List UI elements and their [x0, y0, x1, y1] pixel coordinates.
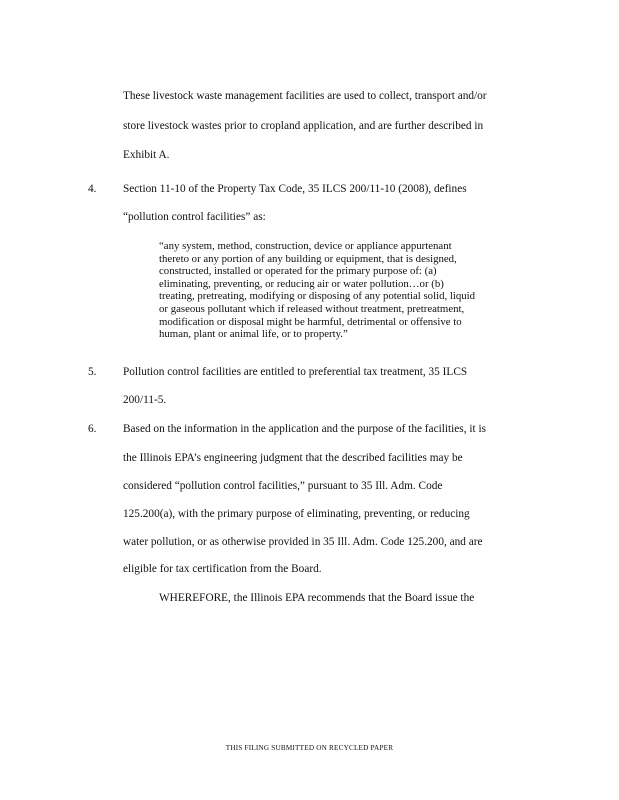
quote-line-5: treating, pretreating, modifying or disposing of any potential solid, liquid — [159, 290, 476, 303]
para6-number: 6. — [88, 423, 97, 435]
para4-line-1: Section 11-10 of the Property Tax Code, 35 ILCS 200/11-10 (2008), defines — [123, 183, 467, 195]
para6-line-2: the Illinois EPA’s engineering judgment that the described facilities may be — [123, 452, 463, 464]
para5-line-1: Pollution control facilities are entitled to preferential tax treatment, 35 ILCS — [123, 366, 468, 378]
intro-line-3: Exhibit A. — [123, 149, 170, 161]
para5-number: 5. — [88, 366, 97, 378]
para5-line-2: 200/11-5. — [123, 394, 167, 406]
definition-quote — [159, 240, 509, 341]
para6-line-6: eligible for tax certification from the Board. — [123, 563, 322, 575]
intro-line-1: These livestock waste management facilities are used to collect, transport and/or — [123, 90, 487, 102]
para4-line-2: “pollution control facilities” as: — [123, 211, 266, 223]
para4-number: 4. — [88, 183, 97, 195]
quote-line-8: human, plant or animal life, or to property.” — [159, 328, 348, 341]
quote-line-6: or gaseous pollutant which if released without treatment, pretreatment, — [159, 302, 465, 315]
para6-line-1: Based on the information in the application and the purpose of the facilities, it is — [123, 423, 486, 435]
quote-line-7: modification or disposal might be harmful, detrimental or offensive to — [159, 315, 462, 328]
para6-line-5: water pollution, or as otherwise provided in 35 Ill. Adm. Code 125.200, and are — [123, 536, 483, 548]
para6-line-3: considered “pollution control facilities,” pursuant to 35 Ill. Adm. Code — [123, 480, 443, 492]
quote-line-4: eliminating, preventing, or reducing air or water pollution…or (b) — [159, 277, 444, 290]
wherefore-line: WHEREFORE, the Illinois EPA recommends that the Board issue the — [159, 592, 475, 604]
quote-line-2: thereto or any portion of any building or equipment, that is designed, — [159, 252, 457, 265]
quote-line-1: “any system, method, construction, device or appliance appurtenant — [159, 240, 452, 252]
quote-line-3: constructed, installed or operated for the primary purpose of: (a) — [159, 265, 437, 278]
recycled-paper-footer: THIS FILING SUBMITTED ON RECYCLED PAPER — [225, 744, 394, 752]
para6-line-4: 125.200(a), with the primary purpose of eliminating, preventing, or reducing — [123, 508, 470, 520]
intro-line-2: store livestock wastes prior to cropland application, and are further described in — [123, 120, 484, 132]
